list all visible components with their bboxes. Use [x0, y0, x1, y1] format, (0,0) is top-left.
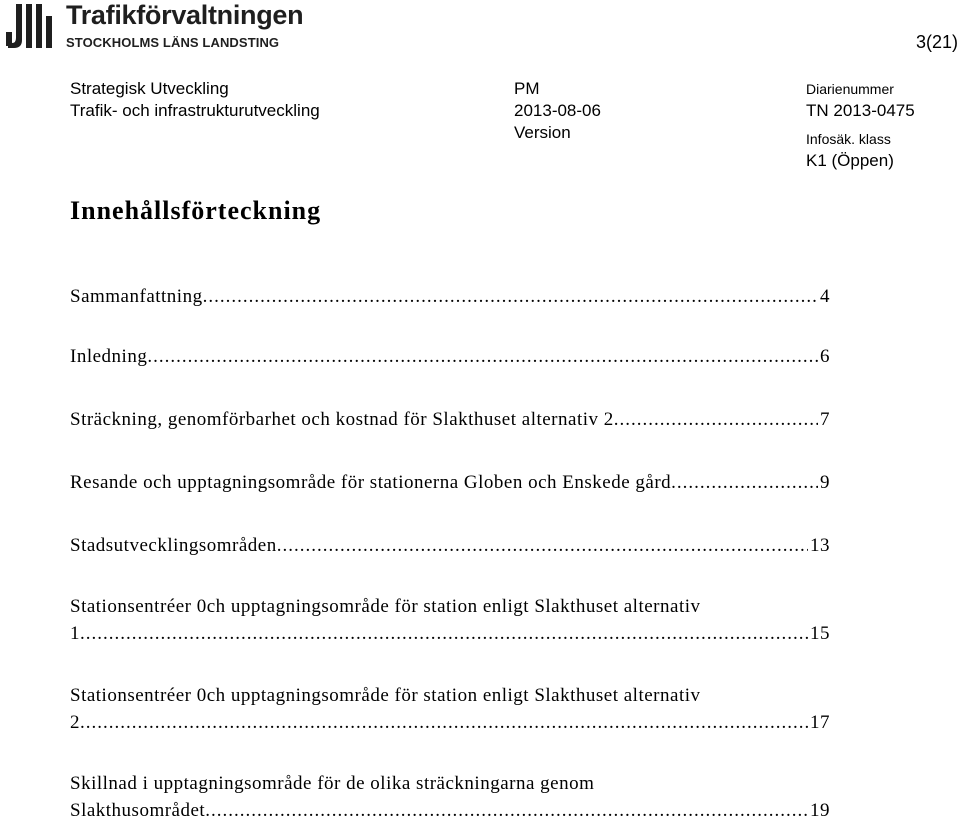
toc-entry[interactable] [70, 469, 830, 496]
toc-entry-text: Stadsutvecklingsområden [70, 535, 277, 556]
toc-entry-page: 6 [820, 346, 830, 367]
toc-entry-page: 19 [810, 800, 830, 821]
toc-leader-dots [80, 620, 808, 647]
toc-entry[interactable] [70, 283, 830, 310]
trafikforvaltningen-logo-icon [2, 2, 58, 50]
toc-entry[interactable] [70, 770, 830, 824]
toc-entry-text: Slakthusområdet [70, 800, 206, 821]
toc-entry-text: 2 [70, 712, 80, 733]
header-document-block [514, 78, 601, 144]
toc-leader-dots [671, 469, 818, 496]
toc-entry-text: 1 [70, 623, 80, 644]
department: Strategisk Utveckling [70, 79, 229, 98]
toc-entry-page: 4 [820, 286, 830, 307]
toc-entry-text-first-line: Skillnad i upptagningsområde för de olika sträckningarna genom [70, 773, 595, 794]
toc-entry-text: Inledning [70, 346, 148, 367]
toc-leader-dots [80, 709, 808, 736]
infosak-label: Infosäk. klass [806, 131, 891, 147]
document-date: 2013-08-06 [514, 101, 601, 120]
toc-entry[interactable] [70, 406, 830, 433]
toc-entry-page: 9 [820, 472, 830, 493]
toc-leader-dots [203, 283, 818, 310]
toc-entry[interactable] [70, 593, 830, 647]
diarie-value: TN 2013-0475 [806, 101, 915, 120]
toc-leader-dots [147, 343, 818, 370]
toc-entry-page: 15 [810, 623, 830, 644]
toc-entry[interactable] [70, 343, 830, 370]
header-department-block [70, 78, 320, 122]
toc-entry-page: 17 [810, 712, 830, 733]
toc-title: Innehållsförteckning [70, 196, 322, 225]
document-type: PM [514, 79, 540, 98]
page-number: 3(21) [915, 32, 958, 52]
infosak-value: K1 (Öppen) [806, 151, 894, 170]
toc-entry-text: Sammanfattning [70, 286, 203, 307]
logo [2, 2, 322, 52]
toc-leader-dots [614, 406, 818, 433]
toc-entry-text: Sträckning, genomförbarhet och kostnad för Slakthuset alternativ 2 [70, 409, 614, 430]
header-classification-block [806, 78, 915, 172]
toc-leader-dots [205, 797, 808, 824]
unit: Trafik- och infrastrukturutveckling [70, 101, 320, 120]
toc-entry-page: 13 [810, 535, 830, 556]
toc-leader-dots [277, 532, 808, 559]
toc-entry[interactable] [70, 532, 830, 559]
toc-entry[interactable] [70, 682, 830, 736]
toc-entry-text: Resande och upptagningsområde för stationerna Globen och Enskede gård [70, 472, 672, 493]
diarie-label: Diarienummer [806, 81, 894, 97]
toc-entry-text-first-line: Stationsentréer 0ch upptagningsområde för station enligt Slakthuset alternativ [70, 685, 701, 706]
toc-entry-page: 7 [820, 409, 830, 430]
logo-name: Trafikförvaltningen [66, 0, 304, 30]
version-label: Version [514, 123, 571, 142]
toc-entry-text-first-line: Stationsentréer 0ch upptagningsområde för station enligt Slakthuset alternativ [70, 596, 701, 617]
logo-subtitle: STOCKHOLMS LÄNS LANDSTING [66, 35, 280, 50]
